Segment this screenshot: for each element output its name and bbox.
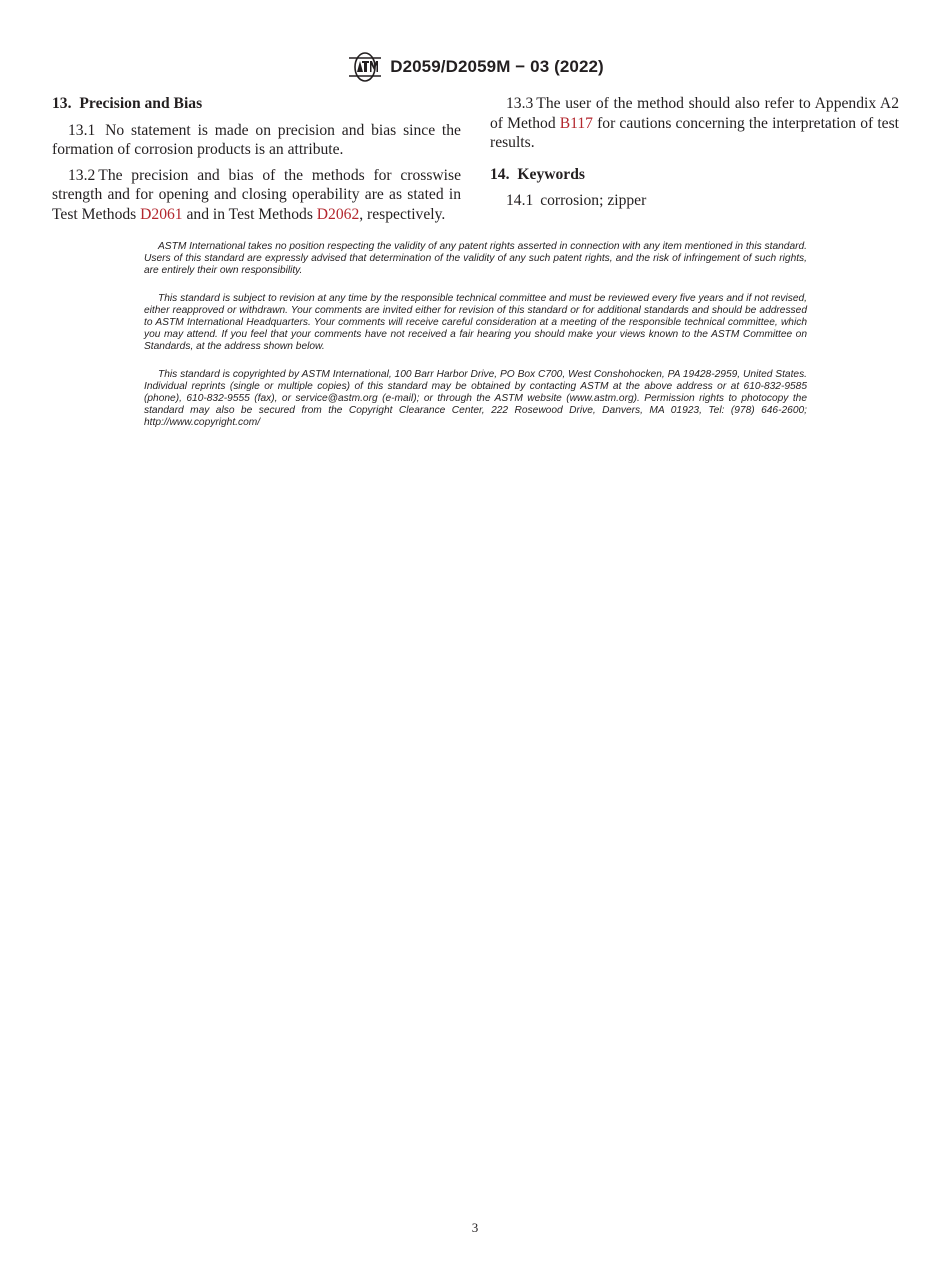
section-14-number: 14. <box>490 165 510 183</box>
notice-revision: This standard is subject to revision at any time by the responsible technical committee and must be reviewed every five years and if not revised, either reapproved or withdrawn. Your comments are invited either for revision of this standard or for additional standards and should be addressed to ASTM International Headquarters. Your comments will receive careful consideration at a meeting of the responsible technical committee, which you may attend. If you feel that your comments have not received a fair hearing you should make your views known to the ASTM Committee on Standards, at the address shown below. <box>144 293 807 352</box>
notice-patent-rights: ASTM International takes no position respecting the validity of any patent rights asserted in connection with any item mentioned in this standard. Users of this standard are expressly advised that determination of the validity of any such patent rights, and the risk of infringement of such rights, are entirely their own responsibility. <box>144 241 807 276</box>
paragraph-13-3-text-b: for cautions concerning the interpretation of test results. <box>490 114 900 151</box>
paragraph-14-1 <box>490 191 899 211</box>
link-d2061[interactable]: D2061 <box>140 205 183 223</box>
paragraph-13-3-number: 13.3 <box>506 95 534 112</box>
paragraph-13-1 <box>52 121 461 160</box>
section-13-title: Precision and Bias <box>79 95 203 112</box>
paragraph-13-2-number: 13.2 <box>68 166 96 184</box>
paragraph-14-1-text: corrosion; zipper <box>540 192 647 209</box>
link-d2062[interactable]: D2062 <box>316 205 360 223</box>
paragraph-13-1-text: No statement is made on precision and bias since the formation of corrosion products is an attribute. <box>52 121 461 158</box>
legal-notices <box>144 241 807 445</box>
astm-logo-icon <box>346 50 384 84</box>
paragraph-13-2-text-c: , respectively. <box>359 205 446 223</box>
notice-copyright: This standard is copyrighted by ASTM International, 100 Barr Harbor Drive, PO Box C700, West Conshohocken, PA 19428-2959, United States. Individual reprints (single or multiple copies) of this standard may be obtained by contacting ASTM at the above address or at 610-832-9585 (phone), 610-832-9555 (fax), or service@astm.org (e-mail); or through the ASTM website (www.astm.org). Permission rights to photocopy the standard may also be secured from the Copyright Clearance Center, 222 Rosewood Drive, Danvers, MA 01923, Tel: (978) 646-2600; http://www.copyright.com/ <box>144 369 807 428</box>
paragraph-13-3-text-a: The user of the method should also refer to Appendix A2 of Method <box>490 95 899 132</box>
right-column <box>490 94 899 217</box>
link-b117[interactable]: B117 <box>559 114 593 132</box>
paragraph-14-1-number: 14.1 <box>506 192 534 209</box>
section-13-heading <box>52 94 461 114</box>
left-column <box>52 94 461 230</box>
paragraph-13-3 <box>490 94 899 153</box>
paragraph-13-2-text-b: and in Test Methods <box>182 205 317 223</box>
document-header <box>0 50 950 84</box>
section-13-number: 13. <box>52 95 72 112</box>
paragraph-13-1-number: 13.1 <box>68 121 96 139</box>
page-number: 3 <box>471 1220 479 1235</box>
section-14-title: Keywords <box>517 165 585 183</box>
paragraph-13-2-text-a: The precision and bias of the methods for crosswise strength and for opening and closing operability are as stated in Test Methods <box>52 166 461 223</box>
paragraph-13-2 <box>52 166 461 225</box>
section-14-heading <box>490 165 899 185</box>
document-designation: D2059/D2059M − 03 (2022) <box>390 57 604 76</box>
